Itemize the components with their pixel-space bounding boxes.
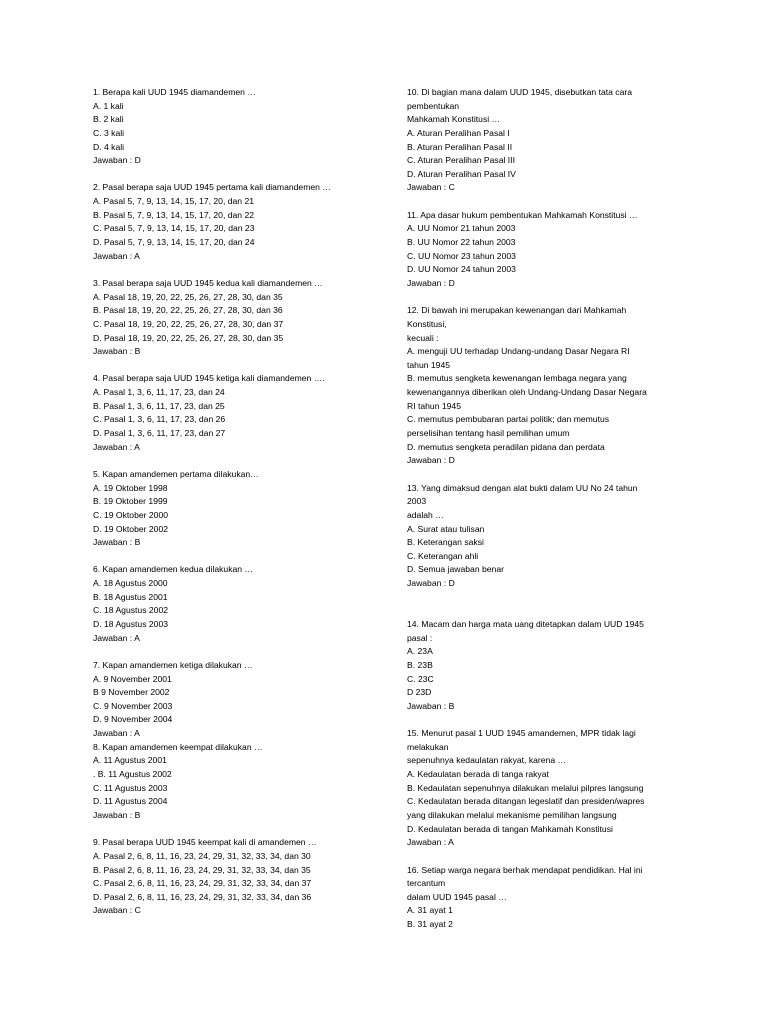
question-text: 12. Di bawah ini merupakan kewenangan dari Mahkamah [407, 305, 627, 316]
question-line: D. Pasal 18, 19, 20, 22, 25, 26, 27, 28, 30, dan 35 [93, 332, 284, 343]
question-line: A. Pasal 1, 3, 6, 11, 17, 23, dan 24 [93, 387, 225, 398]
question-line: B. Pasal 5, 7, 9, 13, 14, 15, 17, 20, dan 22 [93, 209, 255, 220]
question-text: 9. Pasal berapa UUD 1945 keempat kali di amandemen … [93, 837, 317, 848]
question-spacer [93, 168, 383, 182]
question-block [93, 277, 383, 359]
question-block [93, 86, 383, 168]
question-block [93, 659, 383, 823]
question-text: 6. Kapan amandemen kedua dilakukan … [93, 564, 254, 575]
question-spacer [93, 823, 383, 837]
question-line: A. Pasal 5, 7, 9, 13, 14, 15, 17, 20, dan 21 [93, 196, 255, 207]
question-line: B. Pasal 18, 19, 20, 22, 25, 26, 27, 28, 30, dan 36 [93, 305, 283, 316]
question-block [407, 618, 692, 713]
question-line: A. Surat atau tulisan [407, 523, 485, 534]
question-block [93, 836, 383, 918]
question-block [407, 209, 692, 291]
question-line: sepenuhnya kedaulatan rakyat, karena … [407, 755, 567, 766]
question-line: C. UU Nomor 23 tahun 2003 [407, 250, 516, 261]
question-text: 14. Macam dan harga mata uang ditetapkan dalam UUD 1945 [407, 619, 644, 629]
question-line: B. UU Nomor 22 tahun 2003 [407, 237, 516, 248]
question-text: 16. Setiap warga negara berhak mendapat pendidikan. Hal ini [407, 864, 643, 875]
question-line: Jawaban : A [93, 728, 140, 739]
question-line: A. 9 November 2001 [93, 673, 172, 684]
question-text: 1. Berapa kali UUD 1945 diamandemen … [93, 87, 256, 97]
question-line: C. Pasal 18, 19, 20, 22, 25, 26, 27, 28, 30, dan 37 [93, 318, 284, 329]
question-line: D. Aturan Peralihan Pasal IV [407, 168, 516, 179]
question-spacer [407, 291, 692, 305]
question-line: tahun 1945 [407, 359, 451, 370]
question-block [407, 864, 692, 932]
question-line: A. Aturan Peralihan Pasal I [407, 127, 510, 138]
question-line: Jawaban : B [93, 809, 141, 820]
question-line: B. Aturan Peralihan Pasal II [407, 141, 513, 152]
question-block [93, 563, 383, 645]
question-line: Jawaban : B [93, 537, 141, 548]
question-line: A. Kedaulatan berada di tanga rakyat [407, 769, 549, 780]
question-line: D. Pasal 1, 3, 6, 11, 17, 23, dan 27 [93, 428, 226, 439]
question-line: RI tahun 1945 [407, 400, 461, 411]
question-text: 5. Kapan amandemen pertama dilakukan… [93, 468, 259, 479]
question-line: melakukan [407, 741, 449, 752]
question-line: C. Keterangan ahli [407, 550, 479, 561]
question-spacer [93, 550, 383, 564]
question-line: pembentukan [407, 100, 460, 111]
question-line: Jawaban : A [93, 250, 140, 261]
question-line: D. Kedaulatan berada di tangan Mahkamah Konstitusi [407, 823, 613, 834]
question-spacer [93, 645, 383, 659]
question-line: B. 18 Agustus 2001 [93, 591, 168, 602]
question-spacer [407, 713, 692, 727]
question-line: Mahkamah Konstitusi … [407, 114, 501, 125]
question-line: A. 31 ayat 1 [407, 905, 453, 916]
question-line: D. Semua jawaban benar [407, 564, 504, 575]
question-text: 15. Menurut pasal 1 UUD 1945 amandemen, MPR tidak lagi [407, 728, 636, 739]
question-block [93, 181, 383, 263]
question-line: B. memutus sengketa kewenangan lembaga negara yang [407, 373, 627, 384]
question-line: D. 9 November 2004 [93, 714, 173, 725]
question-spacer [93, 359, 383, 373]
question-line: Jawaban : B [407, 700, 455, 711]
question-line: B. Kedaulatan sepenuhnya dilakukan melalui pilpres langsung [407, 782, 644, 793]
question-line: Konstitusi, [407, 318, 447, 329]
question-line: Jawaban : D [93, 155, 141, 166]
question-line: yang dilakukan melalui mekanisme pemilihan langsung [407, 809, 617, 820]
right-column [407, 86, 692, 932]
question-line: B. 31 ayat 2 [407, 919, 453, 930]
question-line: B. 2 kali [93, 114, 124, 125]
question-line: dalam UUD 1945 pasal … [407, 891, 507, 902]
question-line: Jawaban : D [407, 455, 455, 466]
question-line: B. Pasal 2, 6, 8, 11, 16, 23, 24, 29, 31, 32, 33, 34, dan 35 [93, 864, 311, 875]
question-line: C. Aturan Peralihan Pasal III [407, 155, 515, 166]
question-line: Jawaban : B [93, 346, 141, 357]
question-line: A. 19 Oktober 1998 [93, 482, 168, 493]
question-line: D. UU Nomor 24 tahun 2003 [407, 264, 516, 275]
question-line: A. 23A [407, 646, 433, 657]
question-line: perselisihan tentang hasil pemilihan umum [407, 428, 570, 439]
question-text: 3. Pasal berapa saja UUD 1945 kedua kali diamandemen … [93, 277, 323, 288]
question-line: C. 18 Agustus 2002 [93, 605, 169, 616]
question-line: A. 18 Agustus 2000 [93, 578, 168, 589]
question-line: D. 18 Agustus 2003 [93, 618, 169, 629]
question-line: C. 19 Oktober 2000 [93, 509, 169, 520]
question-line: Jawaban : A [93, 632, 140, 643]
question-line: D. 4 kali [93, 141, 125, 152]
question-line: D. memutus sengketa peradilan pidana dan perdata [407, 441, 605, 452]
question-spacer [407, 195, 692, 209]
question-line: A. Pasal 18, 19, 20, 22, 25, 26, 27, 28, 30, dan 35 [93, 291, 283, 302]
question-text: 10. Di bagian mana dalam UUD 1945, disebutkan tata cara [407, 87, 633, 97]
question-block [407, 482, 692, 591]
question-text: 13. Yang dimaksud dengan alat bukti dalam UU No 24 tahun [407, 482, 638, 493]
question-line: pasal : [407, 632, 433, 643]
question-line: C. 3 kali [93, 127, 125, 138]
question-line: kecuali : [407, 332, 439, 343]
question-line: D. Pasal 5, 7, 9, 13, 14, 15, 17, 20, dan 24 [93, 237, 255, 248]
question-line: B. 23B [407, 659, 433, 670]
question-line: A. 11 Agustus 2001 [93, 755, 167, 766]
question-text: 11. Apa dasar hukum pembentukan Mahkamah Konstitusi … [407, 209, 638, 220]
question-line: C. Pasal 1, 3, 6, 11, 17, 23, dan 26 [93, 414, 226, 425]
question-spacer [93, 263, 383, 277]
question-block [93, 468, 383, 550]
question-line: C. Kedaulatan berada ditangan legeslatif dan presiden/wapres [407, 796, 645, 807]
question-line: C. memutus pembubaran partai politik; dan memutus [407, 414, 610, 425]
question-line: Jawaban : C [93, 905, 141, 916]
question-spacer [407, 468, 692, 482]
question-line: 8. Kapan amandemen keempat dilakukan … [93, 741, 263, 752]
question-line: D. 19 Oktober 2002 [93, 523, 169, 534]
question-line: B. 19 Oktober 1999 [93, 496, 168, 507]
question-line: A. menguji UU terhadap Undang-undang Dasar Negara RI [407, 346, 630, 357]
question-line: B. Keterangan saksi [407, 537, 484, 548]
question-spacer [407, 850, 692, 864]
question-block [407, 86, 692, 195]
question-block [407, 304, 692, 468]
question-line: D. Pasal 2, 6, 8, 11, 16, 23, 24, 29, 31, 32, 33, 34, dan 36 [93, 891, 312, 902]
question-spacer [93, 454, 383, 468]
question-spacer [407, 591, 692, 618]
left-column [93, 86, 383, 918]
question-text: 4. Pasal berapa saja UUD 1945 ketiga kali diamandemen …. [93, 373, 325, 384]
question-line: Jawaban : A [93, 441, 140, 452]
question-line: tercantum [407, 878, 446, 889]
question-line: Jawaban : D [407, 578, 455, 589]
question-line: B 9 November 2002 [93, 687, 170, 698]
question-line: Jawaban : C [407, 182, 455, 193]
question-text: 7. Kapan amandemen ketiga dilakukan … [93, 659, 253, 670]
question-line: D 23D [407, 687, 432, 698]
question-block [93, 372, 383, 454]
question-line: Jawaban : A [407, 837, 454, 848]
question-line: B. Pasal 1, 3, 6, 11, 17, 23, dan 25 [93, 400, 225, 411]
question-line: C. 11 Agustus 2003 [93, 782, 168, 793]
question-line: C. Pasal 5, 7, 9, 13, 14, 15, 17, 20, dan 23 [93, 223, 255, 234]
question-line: D. 11 Agustus 2004 [93, 796, 168, 807]
question-line: A. Pasal 2, 6, 8, 11, 16, 23, 24, 29, 31, 32, 33, 34, dan 30 [93, 850, 311, 861]
question-line: A. 1 kali [93, 100, 124, 111]
question-line: kewenangannya diberikan oleh Undang-Undang Dasar Negara [407, 387, 647, 398]
question-block [407, 727, 692, 850]
question-line: C. 23C [407, 673, 434, 684]
question-line: A. UU Nomor 21 tahun 2003 [407, 223, 516, 234]
question-line: C. Pasal 2, 6, 8, 11, 16, 23, 24, 29, 31, 32, 33, 34, dan 37 [93, 878, 312, 889]
question-line: 2003 [407, 496, 427, 507]
question-line: Jawaban : D [407, 277, 455, 288]
question-line: adalah … [407, 509, 444, 520]
question-line: C. 9 November 2003 [93, 700, 173, 711]
question-line: . B. 11 Agustus 2002 [93, 769, 172, 780]
question-text: 2. Pasal berapa saja UUD 1945 pertama kali diamandemen … [93, 182, 331, 193]
